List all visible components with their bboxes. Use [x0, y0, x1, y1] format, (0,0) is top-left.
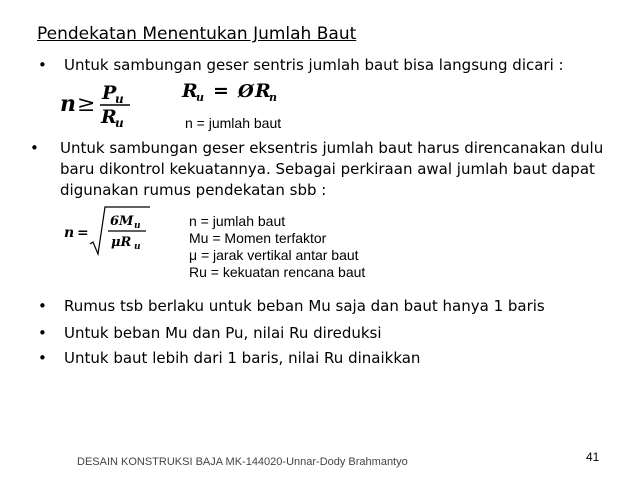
- formula-numerator-sub: u: [134, 221, 141, 231]
- formula-equals: =: [77, 225, 89, 241]
- bullet-marker: •: [38, 324, 47, 342]
- formula-lhs: n: [64, 225, 75, 241]
- formula-denominator: R: [101, 106, 117, 128]
- formula-approx-bolts: [62, 204, 152, 258]
- slide-footer: DESAIN KONSTRUKSI BAJA MK-144020-Unnar-Dody Brahmantyo: [77, 456, 408, 468]
- formula-numerator: 6M: [110, 214, 134, 229]
- formula-rhs: R: [255, 80, 271, 102]
- formula-denominator-sub: u: [134, 242, 141, 252]
- formula-denominator-sub: u: [115, 116, 124, 128]
- note-ru: Ru = kekuatan rencana baut: [189, 264, 366, 280]
- bullet-text: Untuk sambungan geser sentris jumlah baut bisa langsung dicari :: [64, 56, 564, 74]
- formula-phi: Ø: [238, 81, 254, 102]
- formula-denominator: μR: [111, 235, 132, 250]
- note-n-definition: n = jumlah baut: [185, 115, 282, 131]
- formula-lhs-sub: u: [196, 91, 204, 104]
- formula-numerator-sub: u: [115, 92, 124, 106]
- slide-title: Pendekatan Menentukan Jumlah Baut: [37, 24, 357, 44]
- bullet-text: Untuk sambungan geser eksentris jumlah baut harus direncanakan dulu baru dikontrol kekuatannya. Sebagai perkiraan awal jumlah baut dapat digunakan rumus pendekatan sbb :: [60, 139, 604, 199]
- bullet-marker: •: [30, 139, 39, 157]
- formula-equals: =: [213, 80, 229, 102]
- formula-min-bolts: [58, 80, 138, 128]
- formula-lhs: n: [60, 91, 76, 117]
- bullet-marker: •: [38, 349, 47, 367]
- formula-design-strength: [180, 76, 280, 106]
- bullet-marker: •: [38, 297, 47, 315]
- formula-lhs: R: [182, 80, 198, 102]
- note-mu: Mu = Momen terfaktor: [189, 230, 327, 246]
- notes-variable-definitions: [189, 213, 365, 281]
- bullet-text: Untuk baut lebih dari 1 baris, nilai Ru dinaikkan: [64, 349, 421, 367]
- formula-relation: ≥: [77, 92, 96, 117]
- note-n: n = jumlah baut: [189, 213, 286, 229]
- bullet-text: Untuk beban Mu dan Pu, nilai Ru direduksi: [64, 324, 382, 342]
- note-mu-greek: μ = jarak vertikal antar baut: [189, 247, 359, 263]
- page-number: 41: [586, 450, 600, 464]
- formula-numerator: P: [102, 82, 117, 104]
- bullet-text: Rumus tsb berlaku untuk beban Mu saja dan baut hanya 1 baris: [64, 297, 545, 315]
- bullet-marker: •: [38, 56, 47, 74]
- formula-rhs-sub: n: [269, 91, 277, 104]
